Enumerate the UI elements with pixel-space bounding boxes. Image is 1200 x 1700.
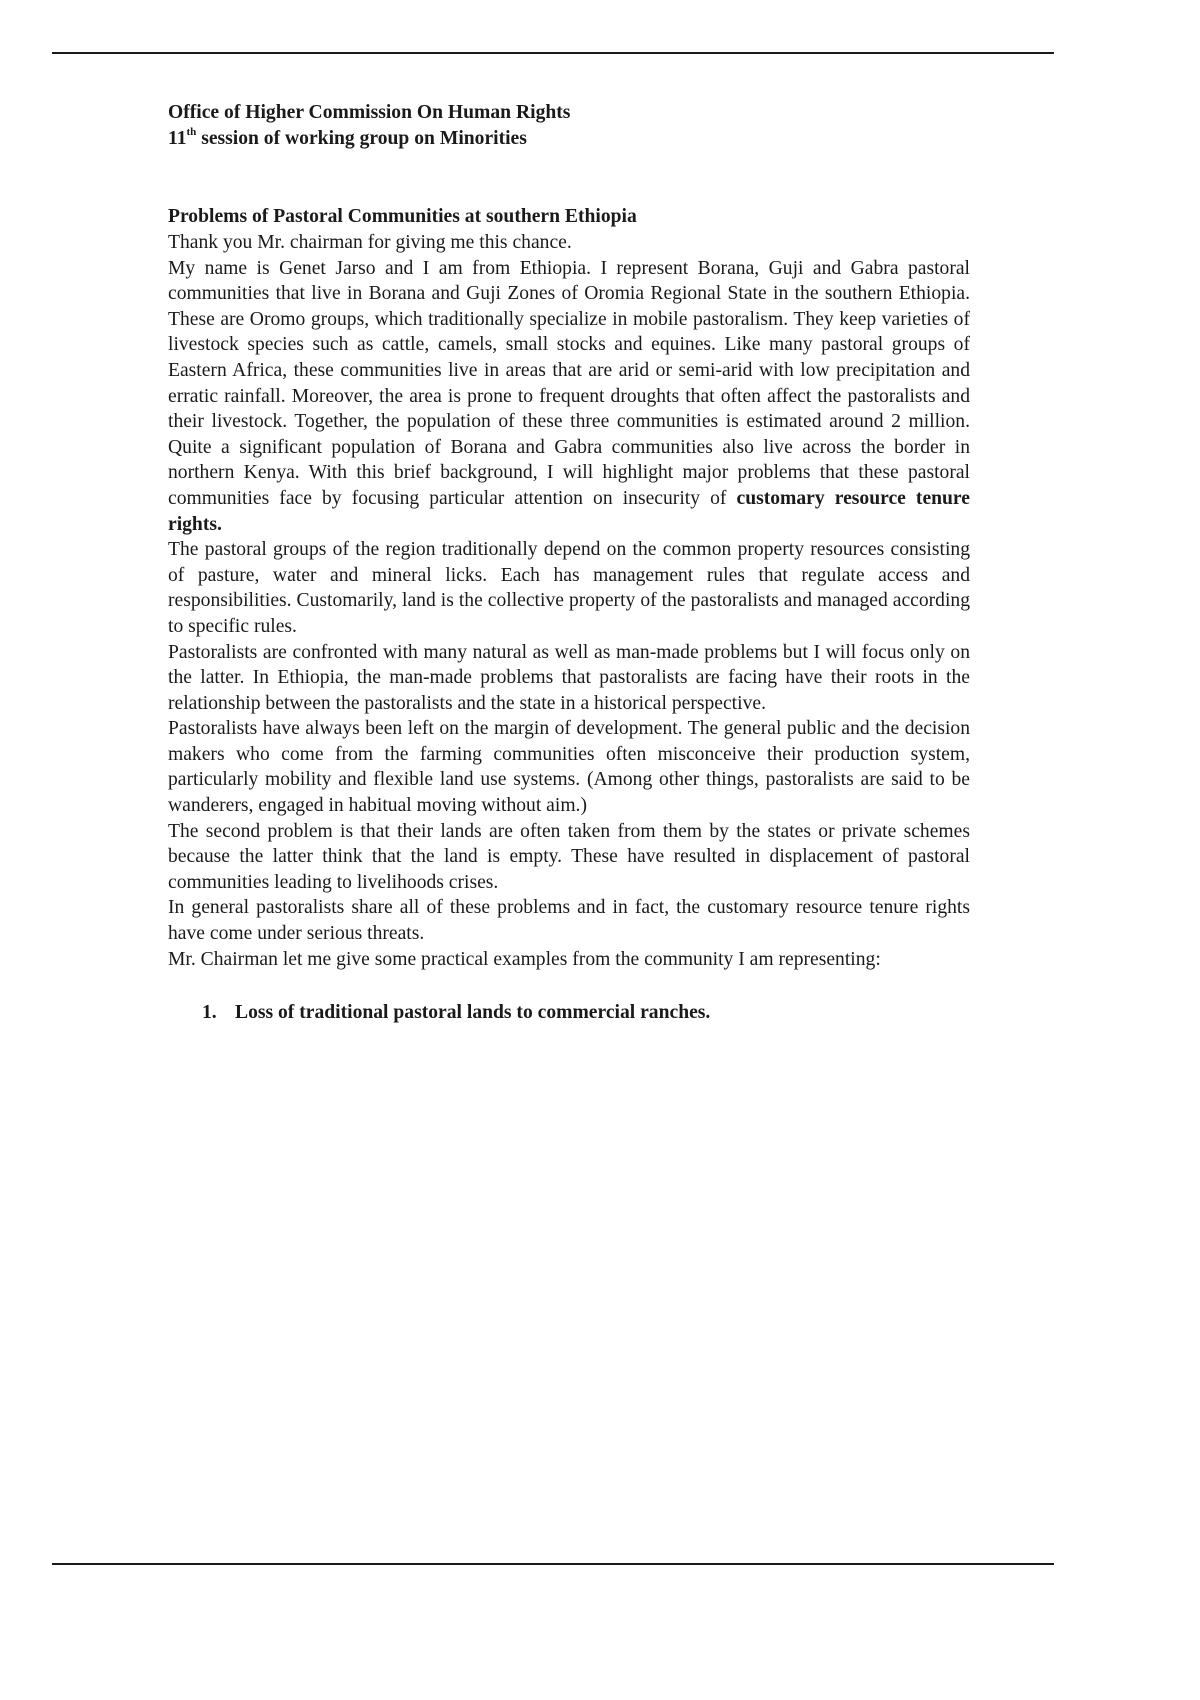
bottom-rule (52, 1563, 1054, 1565)
paragraph-intro (168, 256, 970, 538)
paragraph-margin: Pastoralists have always been left on the margin of development. The general public and the decision makers who come from the farming communities often misconceive their production system, particularly mobility and flexible land use systems. (Among other things, pastoralists are said to be wanderers, engaged in habitual moving without aim.) (168, 718, 970, 817)
list-item (168, 1000, 970, 1026)
header-session (168, 126, 970, 152)
paragraph-intro-emphasis: customary resource tenure rights. (168, 487, 970, 535)
paragraph-examples: Mr. Chairman let me give some practical examples from the community I am representing: (168, 948, 881, 970)
document-title: Problems of Pastoral Communities at southern Ethiopia (168, 206, 637, 227)
top-rule (52, 52, 1054, 54)
list-item-text: Loss of traditional pastoral lands to commercial ranches. (235, 1002, 711, 1024)
header-session-superscript: th (186, 126, 197, 139)
paragraph-intro-text: My name is Genet Jarso and I am from Ethiopia. I represent Borana, Guji and Gabra pastoral communities that live in Borana and Guji Zones of Oromia Regional State in the southern Ethiopia. These are Oromo groups, which traditionally specialize in mobile pastoralism. They keep varieties of livestock species such as cattle, camels, small stocks and equines. Like many pastoral groups of Eastern Africa, these communities live in areas that are arid or semi-arid with low precipitation and erratic rainfall. Moreover, the area is prone to frequent droughts that often affect the pastoralists and their livestock. Together, the population of these three communities is estimated around 2 million. Quite a significant population of Borana and Gabra communities also live across the border in northern Kenya. With this brief background, I will highlight major problems that these pastoral communities face by focusing particular attention on insecurity of (168, 257, 970, 509)
header-session-ordinal: 11 (168, 128, 187, 149)
paragraph-problems: Pastoralists are confronted with many natural as well as man-made problems but I will focus only on the latter. In Ethiopia, the man-made problems that pastoralists are facing have their roots in the relationship between the pastoralists and the state in a historical perspective. (168, 641, 970, 714)
examples-list (168, 1000, 970, 1026)
paragraph-general: In general pastoralists share all of these problems and in fact, the customary resource tenure rights have come under serious threats. (168, 897, 970, 945)
paragraph-thanks: Thank you Mr. chairman for giving me this chance. (168, 232, 572, 253)
header-organization: Office of Higher Commission On Human Rights (168, 102, 571, 123)
document-body (168, 100, 970, 1026)
document-header (168, 100, 970, 152)
paragraph-common-property: The pastoral groups of the region traditionally depend on the common property resources consisting of pasture, water and mineral licks. Each has management rules that regulate access and responsibilities. Customarily, land is the collective property of the pastoralists and managed according to specific rules. (168, 539, 970, 637)
list-item-number: 1. (202, 1002, 217, 1024)
paragraph-second-problem: The second problem is that their lands are often taken from them by the states or private schemes because the latter think that the land is empty. These have resulted in displacement of pastoral communities leading to livelihoods crises. (168, 820, 970, 893)
header-session-text: session of working group on Minorities (196, 128, 527, 149)
